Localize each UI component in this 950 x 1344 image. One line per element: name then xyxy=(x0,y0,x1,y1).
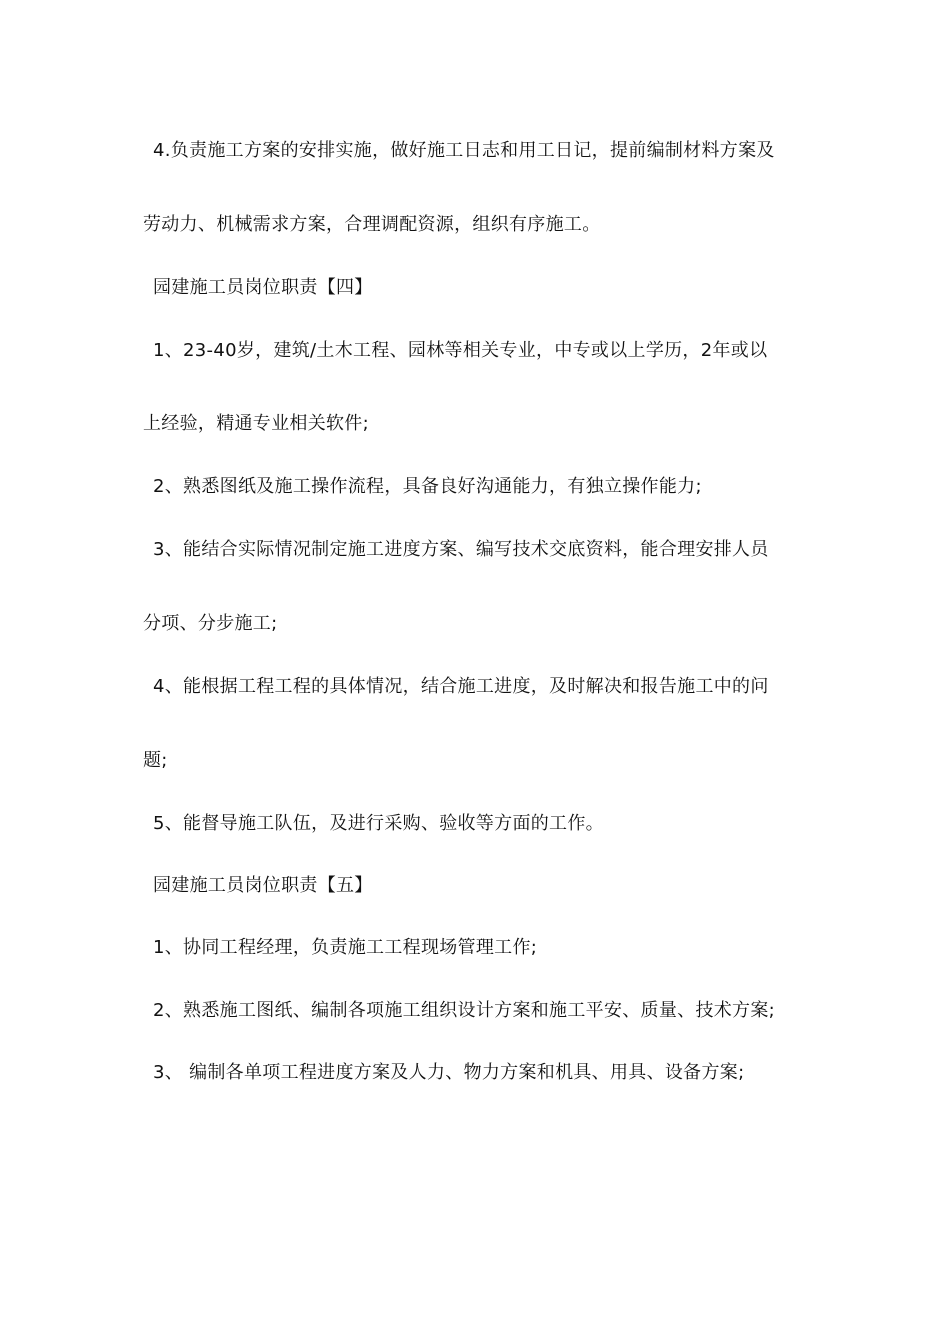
list-item-4-line-1: 4、能根据工程工程的具体情况，结合施工进度，及时解决和报告施工中的问 xyxy=(153,676,769,697)
section-heading-four: 园建施工员岗位职责【四】 xyxy=(153,277,373,298)
list-item-3-line-1: 3、能结合实际情况制定施工进度方案、编写技术交底资料，能合理安排人员 xyxy=(153,539,769,560)
list-item-1-line-1: 1、23-40岁，建筑/土木工程、园林等相关专业，中专或以上学历，2年或以 xyxy=(153,340,768,361)
list-item-2b: 2、熟悉施工图纸、编制各项施工组织设计方案和施工平安、质量、技术方案; xyxy=(153,1000,776,1021)
list-item-3-line-2: 分项、分步施工; xyxy=(143,613,278,634)
list-item-5: 5、能督导施工队伍，及进行采购、验收等方面的工作。 xyxy=(153,813,604,834)
paragraph-item-4-line-2: 劳动力、机械需求方案，合理调配资源，组织有序施工。 xyxy=(143,214,601,235)
paragraph-item-4-line-1: 4.负责施工方案的安排实施，做好施工日志和用工日记，提前编制材料方案及 xyxy=(153,140,775,161)
list-item-1-line-2: 上经验，精通专业相关软件; xyxy=(143,413,369,434)
list-item-1b: 1、协同工程经理，负责施工工程现场管理工作; xyxy=(153,937,538,958)
list-item-3b: 3、 编制各单项工程进度方案及人力、物力方案和机具、用具、设备方案; xyxy=(153,1062,745,1083)
list-item-2: 2、熟悉图纸及施工操作流程，具备良好沟通能力，有独立操作能力; xyxy=(153,476,702,497)
section-heading-five: 园建施工员岗位职责【五】 xyxy=(153,875,373,896)
list-item-4-line-2: 题; xyxy=(143,750,168,771)
